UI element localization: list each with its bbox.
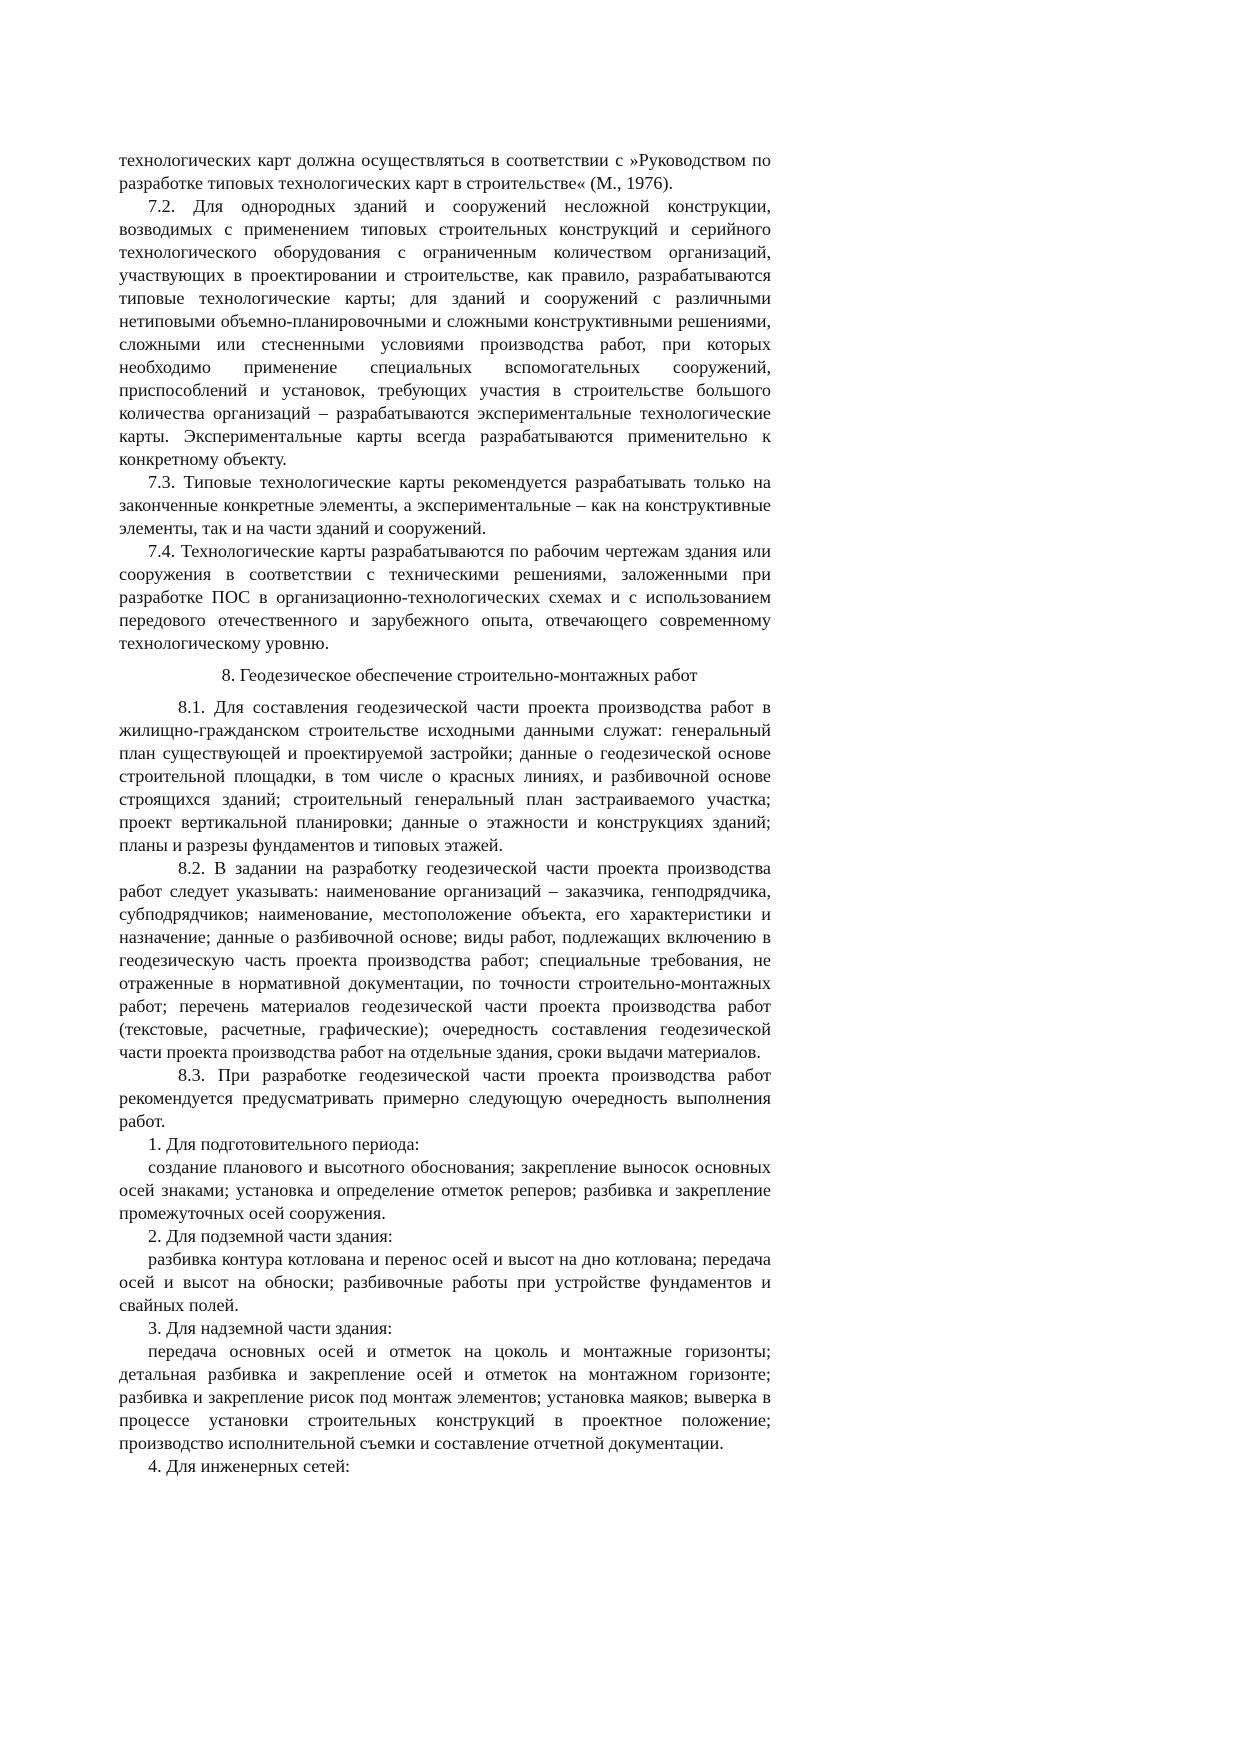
paragraph-7-2: 7.2. Для однородных зданий и сооружений несложной конструкции, возводимых с применением типовых строительных конструкций и серийного технологического оборудования с ограниченным количеством организаций, участвующих в проектировании и строительстве, как правило, разрабатываются типовые технологические карты; для зданий и сооружений с различными нетиповыми объемно-планировочными и сложными конструктивными решениями, сложными или стесненными условиями производства работ, при которых необходимо применение специальных вспомогательных сооружений, приспособлений и установок, требующих участия в строительстве большого количества организаций – разрабатываются экспериментальные технологические карты. Экспериментальные карты всегда разрабатываются применительно к конкретному объекту. <box>119 196 771 469</box>
list-item-4-title: 4. Для инженерных сетей: <box>148 1456 351 1476</box>
list-item-3-title: 3. Для надземной части здания: <box>148 1318 393 1338</box>
paragraph-8-3: 8.3. При разработке геодезической части проекта производства работ рекомендуется предусматривать примерно следующую очередность выполнения работ. <box>119 1065 771 1131</box>
paragraph-7-4: 7.4. Технологические карты разрабатываются по рабочим чертежам здания или сооружения в соответствии с техническими решениями, заложенными при разработке ПОС в организационно-технологических схемах и с использованием передового отечественного и зарубежного опыта, отвечающего современному технологическому уровню. <box>119 541 771 653</box>
paragraph-8-2: 8.2. В задании на разработку геодезической части проекта производства работ следует указывать: наименование организаций – заказчика, генподрядчика, субподрядчиков; наименование, местоположение объекта, его характеристики и назначение; данные о разбивочной основе; виды работ, подлежащих включению в геодезическую часть проекта производства работ; специальные требования, не отраженные в нормативной документации, по точности строительно-монтажных работ; перечень материалов геодезической части проекта производства работ (текстовые, расчетные, графические); очередность составления геодезической части проекта производства работ на отдельные здания, сроки выдачи материалов. <box>119 858 771 1062</box>
list-item-3-body: передача основных осей и отметок на цоколь и монтажные горизонты; детальная разбивка и закрепление осей и отметок на монтажном горизонте; разбивка и закрепление рисок под монтаж элементов; установка маяков; выверка в процессе установки строительных конструкций в проектное положение; производство исполнительной съемки и составление отчетной документации. <box>119 1341 771 1453</box>
paragraph-7-3: 7.3. Типовые технологические карты рекомендуется разрабатывать только на законченные конкретные элементы, а экспериментальные – как на конструктивные элементы, так и на части зданий и сооружений. <box>119 472 771 538</box>
list-item-2-body: разбивка контура котлована и перенос осей и высот на дно котлована; передача осей и высот на обноски; разбивочные работы при устройстве фундаментов и свайных полей. <box>119 1249 771 1315</box>
section-8-heading: 8. Геодезическое обеспечение строительно-монтажных работ <box>221 665 698 685</box>
paragraph-7-1-continuation: технологических карт должна осуществляться в соответствии с »Руководством по разработке типовых технологических карт в строительстве« (М., 1976). <box>119 150 771 193</box>
document-body <box>119 149 771 1478</box>
list-item-2-title: 2. Для подземной части здания: <box>148 1226 393 1246</box>
list-item-1-body: создание планового и высотного обоснования; закрепление выносок основных осей знаками; установка и определение отметок реперов; разбивка и закрепление промежуточных осей сооружения. <box>119 1157 771 1223</box>
list-item-1-title: 1. Для подготовительного периода: <box>148 1134 420 1154</box>
paragraph-8-1: 8.1. Для составления геодезической части проекта производства работ в жилищно-гражданском строительстве исходными данными служат: генеральный план существующей и проектируемой застройки; данные о геодезической основе строительной площадки, в том числе о красных линиях, и разбивочной основе строящихся зданий; строительный генеральный план застраиваемого участка; проект вертикальной планировки; данные о этажности и конструкциях зданий; планы и разрезы фундаментов и типовых этажей. <box>119 697 771 855</box>
